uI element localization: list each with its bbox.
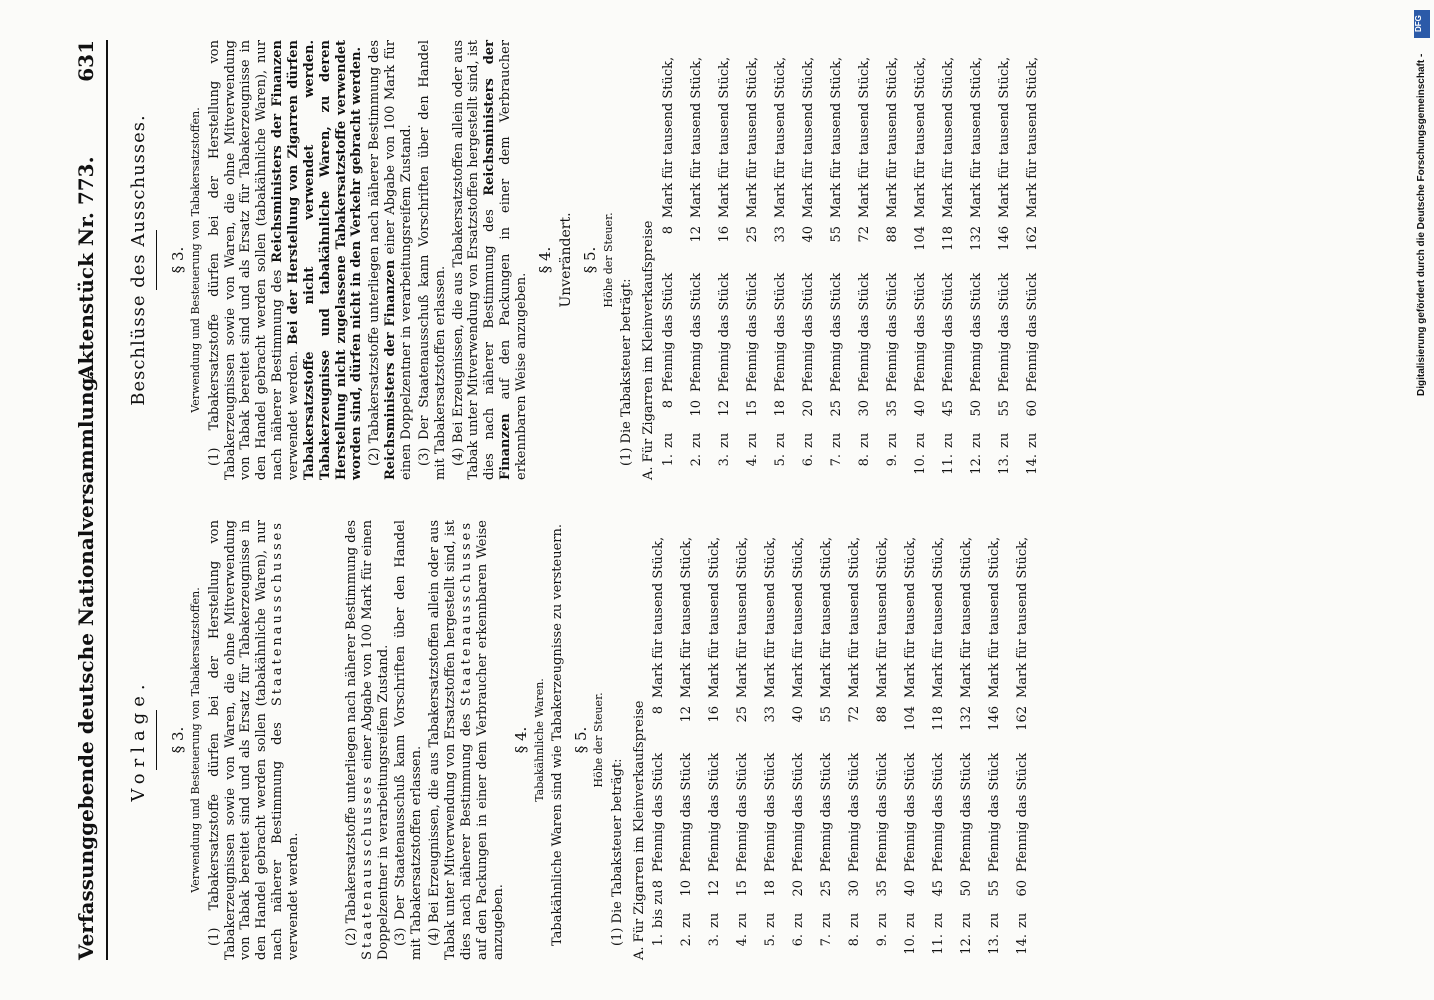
tax-unit: Mark für tausend Stück, [679, 536, 695, 698]
row-number: 5. [763, 934, 779, 947]
tax-mark: 72 [847, 706, 863, 723]
table-row [791, 520, 819, 960]
price-unit: Pfennig das Stück [1015, 752, 1031, 872]
price-unit: Pfennig das Stück [968, 272, 984, 392]
row-number: 1. [651, 934, 667, 947]
row-number: 3. [707, 934, 723, 947]
price-pfennig: 40 [903, 880, 919, 897]
price-pfennig: 18 [772, 400, 788, 417]
row-prefix: zu [707, 912, 723, 928]
price-unit: Pfennig das Stück [679, 752, 695, 872]
price-pfennig: 35 [884, 400, 900, 417]
tax-unit: Mark für tausend Stück, [884, 56, 900, 218]
tax-unit: Mark für tausend Stück, [819, 536, 835, 698]
row-number: 10. [903, 934, 919, 955]
price-unit: Pfennig das Stück [819, 752, 835, 872]
paragraph: (4) Bei Erzeugnissen, die aus Tabakersatzstoffen allein oder aus Tabak unter Mitverwendung von Ersatzstoffen hergestellt sind, ist dies nach näherer Bestimmung des Staatenausschusses auf den Packungen in einer dem Verbraucher erkennbaren Weise anzugeben. [427, 520, 506, 960]
row-prefix: zu [903, 912, 919, 928]
row-number: 7. [828, 454, 844, 467]
section-subtitle: Verwendung und Besteuerung von Tabakersatzstoffen. [189, 587, 203, 893]
list-heading: A. Für Zigarren im Kleinverkaufspreise [631, 700, 647, 960]
row-number: 5. [772, 454, 788, 467]
table-row [661, 40, 689, 480]
price-pfennig: 10 [688, 400, 704, 417]
table-row [763, 520, 791, 960]
row-number: 6. [791, 934, 807, 947]
table-row [903, 520, 931, 960]
tax-unit: Mark für tausend Stück, [735, 536, 751, 698]
tax-unit: Mark für tausend Stück, [875, 536, 891, 698]
tax-mark: 72 [856, 226, 872, 243]
tax-unit: Mark für tausend Stück, [931, 536, 947, 698]
tax-mark: 104 [903, 706, 919, 731]
price-unit: Pfennig das Stück [940, 272, 956, 392]
row-prefix: zu [996, 432, 1012, 448]
table-row [987, 520, 1015, 960]
row-prefix: zu [987, 912, 1003, 928]
column-title: Vorlage. [128, 678, 149, 802]
row-prefix: zu [931, 912, 947, 928]
section-subtitle: Höhe der Steuer. [592, 692, 606, 788]
price-pfennig: 18 [763, 880, 779, 897]
tax-unit: Mark für tausend Stück, [903, 536, 919, 698]
tax-unit: Mark für tausend Stück, [688, 56, 704, 218]
tax-unit: Mark für tausend Stück, [828, 56, 844, 218]
price-pfennig: 15 [744, 400, 760, 417]
price-unit: Pfennig das Stück [660, 272, 676, 392]
table-row [1015, 520, 1043, 960]
row-prefix: zu [884, 432, 900, 448]
row-prefix: zu [828, 432, 844, 448]
price-pfennig: 20 [791, 880, 807, 897]
tax-unit: Mark für tausend Stück, [847, 536, 863, 698]
tax-unit: Mark für tausend Stück, [940, 56, 956, 218]
section-subtitle: Höhe der Steuer. [601, 212, 615, 308]
row-prefix: zu [1024, 432, 1040, 448]
header-title: Verfassunggebende deutsche Nationalversammlung. [74, 370, 98, 960]
row-number: 2. [679, 934, 695, 947]
row-number: 14. [1024, 454, 1040, 475]
price-unit: Pfennig das Stück [744, 272, 760, 392]
tax-unit: Mark für tausend Stück, [716, 56, 732, 218]
table-row [959, 520, 987, 960]
table-row [847, 520, 875, 960]
row-number: 11. [940, 454, 956, 475]
paragraph: Tabakähnliche Waren sind wie Tabakerzeugnisse zu versteuern. [550, 524, 566, 946]
table-row [819, 520, 847, 960]
row-prefix: zu [847, 912, 863, 928]
row-number: 13. [987, 934, 1003, 955]
row-prefix: bis zu [651, 889, 667, 928]
table-row [829, 40, 857, 480]
table-row [913, 40, 941, 480]
price-pfennig: 60 [1015, 880, 1031, 897]
price-pfennig: 55 [996, 400, 1012, 417]
section-subtitle: Tabakähnliche Waren. [532, 678, 546, 802]
price-unit: Pfennig das Stück [884, 272, 900, 392]
price-unit: Pfennig das Stück [828, 272, 844, 392]
price-pfennig: 30 [856, 400, 872, 417]
document-page [20, 20, 1420, 980]
row-prefix: zu [940, 432, 956, 448]
price-unit: Pfennig das Stück [791, 752, 807, 872]
table-row [1025, 40, 1053, 480]
tax-mark: 12 [688, 226, 704, 243]
tax-mark: 25 [744, 226, 760, 243]
digitization-credit [1412, 6, 1432, 996]
row-number: 13. [996, 454, 1012, 475]
price-unit: Pfennig das Stück [912, 272, 928, 392]
table-row [679, 520, 707, 960]
price-unit: Pfennig das Stück [931, 752, 947, 872]
credit-text: Digitalisierung gefördert durch die Deutsche Forschungsgemeinschaft - [1416, 53, 1427, 396]
tax-unit: Mark für tausend Stück, [791, 536, 807, 698]
section-heading: § 4. [512, 726, 531, 754]
row-number: 12. [968, 454, 984, 475]
table-row [717, 40, 745, 480]
price-pfennig: 8 [660, 400, 676, 409]
paragraph: (3) Der Staatenausschuß kann Vorschriften über den Handel mit Tabakersatzstoffen erlassen. [393, 520, 425, 960]
tax-mark: 162 [1015, 706, 1031, 731]
price-pfennig: 40 [912, 400, 928, 417]
row-number: 9. [884, 454, 900, 467]
tax-mark: 118 [940, 226, 956, 251]
tax-mark: 16 [707, 706, 723, 723]
row-prefix: zu [688, 432, 704, 448]
table-row [941, 40, 969, 480]
tax-unit: Mark für tausend Stück, [800, 56, 816, 218]
tax-mark: 8 [660, 226, 676, 235]
table-row [707, 520, 735, 960]
row-prefix: zu [791, 912, 807, 928]
price-pfennig: 35 [875, 880, 891, 897]
row-number: 10. [912, 454, 928, 475]
row-number: 6. [800, 454, 816, 467]
price-unit: Pfennig das Stück [875, 752, 891, 872]
tax-mark: 55 [819, 706, 835, 723]
page-header [72, 40, 108, 960]
price-unit: Pfennig das Stück [772, 272, 788, 392]
row-prefix: zu [875, 912, 891, 928]
tax-mark: 118 [931, 706, 947, 731]
price-pfennig: 15 [735, 880, 751, 897]
price-pfennig: 12 [716, 400, 732, 417]
tax-unit: Mark für tausend Stück, [987, 536, 1003, 698]
tax-unit: Mark für tausend Stück, [707, 536, 723, 698]
row-prefix: zu [772, 432, 788, 448]
tax-mark: 132 [959, 706, 975, 731]
tax-unit: Mark für tausend Stück, [651, 536, 667, 698]
row-prefix: zu [744, 432, 760, 448]
tax-mark: 40 [791, 706, 807, 723]
row-number: 4. [735, 934, 751, 947]
price-pfennig: 12 [707, 880, 723, 897]
row-prefix: zu [1015, 912, 1031, 928]
dfg-logo: DFG [1414, 10, 1430, 38]
price-unit: Pfennig das Stück [959, 752, 975, 872]
header-document-number: Aktenstück Nr. 773. [74, 156, 98, 380]
tax-mark: 55 [828, 226, 844, 243]
price-pfennig: 60 [1024, 400, 1040, 417]
page-number: 631 [74, 40, 98, 82]
price-unit: Pfennig das Stück [903, 752, 919, 872]
tax-mark: 162 [1024, 226, 1040, 251]
price-unit: Pfennig das Stück [651, 752, 667, 872]
section-heading: § 3. [168, 726, 187, 754]
price-pfennig: 45 [940, 400, 956, 417]
table-row [689, 40, 717, 480]
tax-mark: 146 [987, 706, 1003, 731]
row-number: 1. [660, 454, 676, 467]
price-pfennig: 50 [959, 880, 975, 897]
tax-unit: Mark für tausend Stück, [968, 56, 984, 218]
row-number: 14. [1015, 934, 1031, 955]
tax-mark: 33 [763, 706, 779, 723]
tax-unit: Mark für tausend Stück, [996, 56, 1012, 218]
tax-mark: 33 [772, 226, 788, 243]
row-number: 8. [856, 454, 872, 467]
tax-unit: Mark für tausend Stück, [959, 536, 975, 698]
price-pfennig: 25 [828, 400, 844, 417]
price-unit: Pfennig das Stück [763, 752, 779, 872]
table-row [931, 520, 959, 960]
price-pfennig: 25 [819, 880, 835, 897]
tax-mark: 8 [651, 706, 667, 715]
row-number: 7. [819, 934, 835, 947]
row-prefix: zu [763, 912, 779, 928]
tax-mark: 25 [735, 706, 751, 723]
row-prefix: zu [735, 912, 751, 928]
section-subtitle: Verwendung und Besteuerung von Tabakersatzstoffen. [189, 107, 203, 413]
tax-mark: 88 [875, 706, 891, 723]
tax-unit: Mark für tausend Stück, [744, 56, 760, 218]
table-row [801, 40, 829, 480]
section-heading: § 5. [571, 726, 590, 754]
price-pfennig: 30 [847, 880, 863, 897]
row-number: 8. [847, 934, 863, 947]
unchanged-note: Unverändert. [558, 212, 575, 308]
row-prefix: zu [660, 432, 676, 448]
column-beschluesse [120, 40, 1053, 480]
section-heading: § 3. [168, 246, 187, 274]
table-row [857, 40, 885, 480]
tax-mark: 132 [968, 226, 984, 251]
table-row [651, 520, 679, 960]
table-row [885, 40, 913, 480]
price-pfennig: 50 [968, 400, 984, 417]
tax-unit: Mark für tausend Stück, [772, 56, 788, 218]
section-heading: § 4. [535, 246, 554, 274]
price-unit: Pfennig das Stück [688, 272, 704, 392]
paragraph: (2) Tabakersatzstoffe unterliegen nach näherer Bestimmung des Staatenausschusses einer Abgabe von 100 Mark für einen Doppelzentner in verarbeitungsreifem Zustand. [343, 519, 391, 960]
tax-unit: Mark für tausend Stück, [912, 56, 928, 218]
price-unit: Pfennig das Stück [1024, 272, 1040, 392]
price-unit: Pfennig das Stück [847, 752, 863, 872]
paragraph: (4) Bei Erzeugnissen, die aus Tabakersatzstoffen allein oder aus Tabak unter Mitverwendung von Ersatzstoffen hergestellt sind, ist dies nach näherer Bestimmung des Reichsministers der Finanzen auf den Packungen in einer dem Verbraucher erkennbaren Weise anzugeben. [450, 40, 529, 480]
row-prefix: zu [800, 432, 816, 448]
row-prefix: zu [959, 912, 975, 928]
tax-unit: Mark für tausend Stück, [1024, 56, 1040, 218]
price-unit: Pfennig das Stück [856, 272, 872, 392]
table-row [735, 520, 763, 960]
tax-mark: 88 [884, 226, 900, 243]
price-unit: Pfennig das Stück [987, 752, 1003, 872]
table-row [997, 40, 1025, 480]
tax-mark: 16 [716, 226, 732, 243]
row-number: 11. [931, 934, 947, 955]
table-row [745, 40, 773, 480]
list-heading: A. Für Zigarren im Kleinverkaufspreise [640, 220, 656, 480]
row-number: 4. [744, 454, 760, 467]
section-heading: § 5. [581, 246, 600, 274]
paragraph: (2) Tabakersatzstoffe unterliegen nach näherer Bestimmung des Reichsministers der Finanzen einer Abgabe von 100 Mark für einen Doppelzentner in verarbeitungsreifem Zustand. [367, 40, 414, 480]
divider [156, 710, 157, 770]
column-title: Beschlüsse des Ausschusses. [128, 114, 149, 406]
row-prefix: zu [968, 432, 984, 448]
tax-mark: 146 [996, 226, 1012, 251]
table-row [969, 40, 997, 480]
row-number: 12. [959, 934, 975, 955]
table-row [773, 40, 801, 480]
price-pfennig: 55 [987, 880, 1003, 897]
paragraph: (3) Der Staatenausschuß kann Vorschriften über den Handel mit Tabakersatzstoffen erlassen. [416, 40, 448, 480]
row-number: 2. [688, 454, 704, 467]
price-pfennig: 8 [651, 880, 667, 889]
divider [156, 230, 157, 290]
row-number: 9. [875, 934, 891, 947]
column-vorlage [120, 520, 1043, 960]
table-row [875, 520, 903, 960]
rate-table [651, 520, 1043, 960]
price-pfennig: 20 [800, 400, 816, 417]
row-prefix: zu [716, 432, 732, 448]
tax-mark: 12 [679, 706, 695, 723]
price-unit: Pfennig das Stück [996, 272, 1012, 392]
row-prefix: zu [912, 432, 928, 448]
row-number: 3. [716, 454, 732, 467]
paragraph: (1) Tabakersatzstoffe dürfen bei der Herstellung von Tabakerzeugnissen sowie von Waren, die ohne Mitverwendung von Tabak bereitet sind und als Ersatz für Tabakerzeugnisse in den Handel gebracht werden sollen (tabakähnliche Waren), nur nach näherer Bestimmung des Reichsministers der Finanzen verwendet werden. Bei der Herstellung von Zigarren dürfen Tabakersatzstoffe nicht verwendet werden. Tabakerzeugnisse und tabakähnliche Waren, zu deren Herstellung nicht zugelassene Tabakersatzstoffe verwendet worden sind, dürfen nicht in den Verkehr gebracht werden. [206, 40, 365, 480]
paragraph: (1) Die Tabaksteuer beträgt: [609, 758, 625, 946]
tax-mark: 104 [912, 226, 928, 251]
price-unit: Pfennig das Stück [800, 272, 816, 392]
price-unit: Pfennig das Stück [735, 752, 751, 872]
price-unit: Pfennig das Stück [716, 272, 732, 392]
tax-unit: Mark für tausend Stück, [1015, 536, 1031, 698]
row-prefix: zu [679, 912, 695, 928]
paragraph: (1) Tabakersatzstoffe dürfen bei der Herstellung von Tabakerzeugnissen sowie von Waren, die ohne Mitverwendung von Tabak bereitet sind und als Ersatz für Tabakerzeugnisse in den Handel gebracht werden sollen (tabakähnliche Waren), nur nach näherer Bestimmung des Staatenausschusses verwendet werden. [206, 520, 301, 960]
tax-unit: Mark für tausend Stück, [660, 56, 676, 218]
rate-table [661, 40, 1053, 480]
paragraph: (1) Die Tabaksteuer beträgt: [618, 278, 634, 466]
price-pfennig: 10 [679, 880, 695, 897]
tax-unit: Mark für tausend Stück, [856, 56, 872, 218]
price-pfennig: 45 [931, 880, 947, 897]
row-prefix: zu [856, 432, 872, 448]
tax-unit: Mark für tausend Stück, [763, 536, 779, 698]
row-prefix: zu [819, 912, 835, 928]
price-unit: Pfennig das Stück [707, 752, 723, 872]
tax-mark: 40 [800, 226, 816, 243]
